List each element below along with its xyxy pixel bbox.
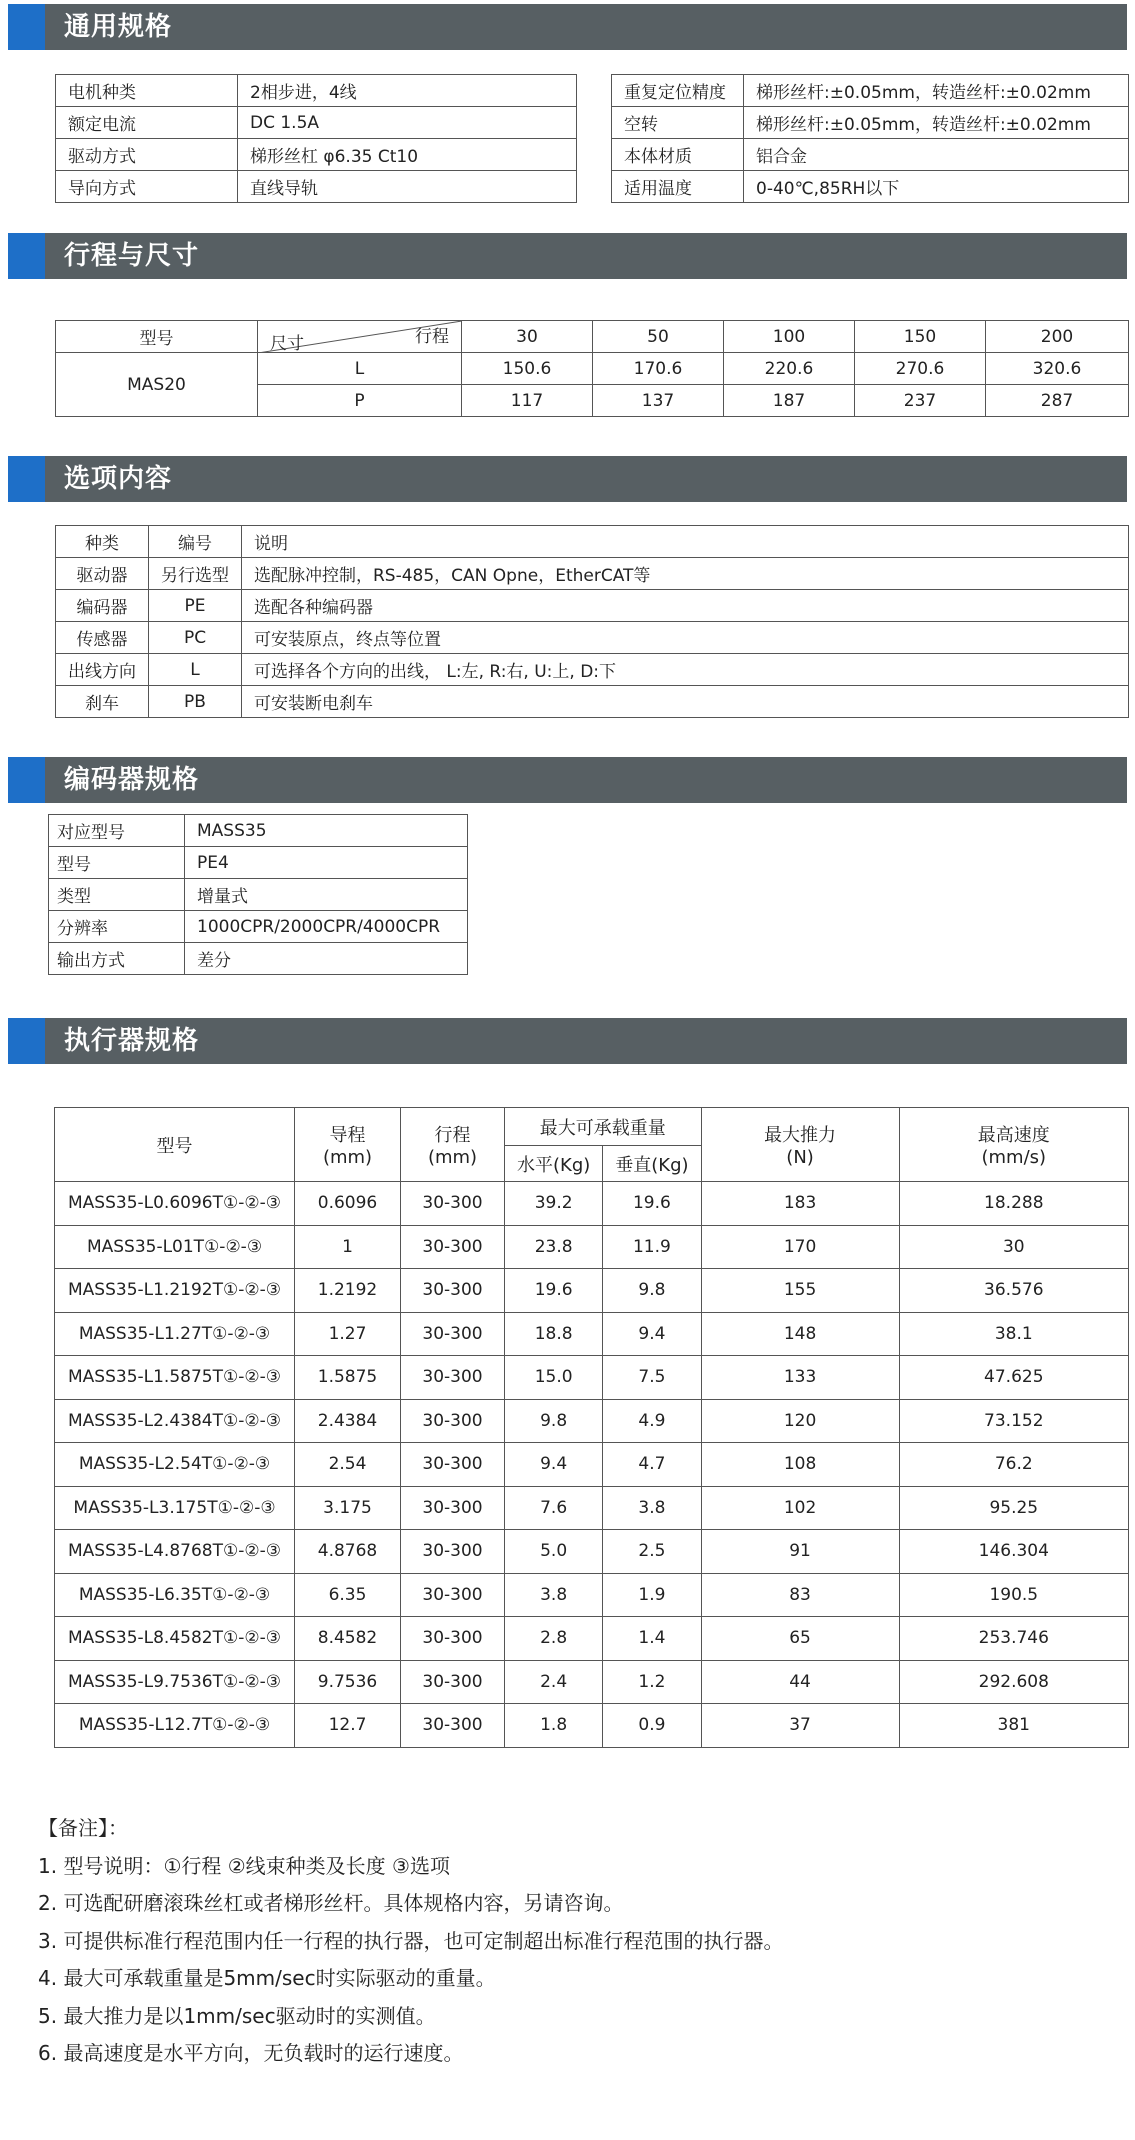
option-description: 选配脉冲控制，RS-485，CAN Opne，EtherCAT等 [242, 558, 1129, 590]
cell-stroke: 30-300 [401, 1660, 505, 1704]
section-header-stroke [8, 233, 1127, 279]
option-description: 可选择各个方向的出线， L:左, R:右, U:上, D:下 [242, 654, 1129, 686]
cell-lead: 8.4582 [295, 1617, 401, 1661]
note-item: 6. 最高速度是水平方向，无负载时的运行速度。 [38, 2041, 464, 2065]
section-title: 选项内容 [64, 464, 173, 494]
actuator-row [55, 1269, 1129, 1313]
actuator-row [55, 1312, 1129, 1356]
header-lead: 导程 (mm) [295, 1108, 401, 1182]
spec-row [612, 107, 1129, 139]
cell-max-thrust: 102 [701, 1486, 899, 1530]
stroke-30: 30 [462, 321, 593, 353]
cell-max-thrust: 133 [701, 1356, 899, 1400]
spec-row [612, 171, 1129, 203]
actuator-row [55, 1443, 1129, 1487]
cell-horizontal-load: 3.8 [505, 1573, 603, 1617]
option-code: PE [149, 590, 242, 622]
option-kind: 出线方向 [56, 654, 149, 686]
cell-vertical-load: 11.9 [603, 1225, 701, 1269]
header-horizontal: 水平(Kg) [505, 1146, 603, 1182]
option-description: 选配各种编码器 [242, 590, 1129, 622]
encoder-row [49, 815, 468, 847]
spec-row [612, 75, 1129, 107]
cell-lead: 1.5875 [295, 1356, 401, 1400]
cell-stroke: 30-300 [401, 1399, 505, 1443]
actuator-row [55, 1486, 1129, 1530]
cell-stroke: 30-300 [401, 1356, 505, 1400]
spec-label: 额定电流 [56, 107, 238, 139]
cell-max-speed: 36.576 [899, 1269, 1128, 1313]
cell-max-thrust: 37 [701, 1704, 899, 1748]
cell-vertical-load: 1.2 [603, 1660, 701, 1704]
cell-vertical-load: 4.7 [603, 1443, 701, 1487]
option-row [56, 686, 1129, 718]
encoder-value: MASS35 [185, 815, 468, 847]
cell-max-thrust: 183 [701, 1182, 899, 1226]
cell-horizontal-load: 9.8 [505, 1399, 603, 1443]
spec-value: 直线导轨 [238, 171, 577, 203]
option-row [56, 654, 1129, 686]
cell-lead: 3.175 [295, 1486, 401, 1530]
cell-model: MASS35-L2.54T①-②-③ [55, 1443, 295, 1487]
P-value: 117 [462, 385, 593, 417]
cell-max-thrust: 83 [701, 1573, 899, 1617]
note-item: 2. 可选配研磨滚珠丝杠或者梯形丝杆。具体规格内容，另请咨询。 [38, 1891, 624, 1915]
encoder-row [49, 847, 468, 879]
cell-max-thrust: 155 [701, 1269, 899, 1313]
header-max-speed: 最高速度 (mm/s) [899, 1108, 1128, 1182]
cell-stroke: 30-300 [401, 1617, 505, 1661]
cell-horizontal-load: 2.4 [505, 1660, 603, 1704]
options-header: 种类 [56, 526, 149, 558]
cell-max-speed: 76.2 [899, 1443, 1128, 1487]
section-accent [8, 1018, 45, 1064]
section-accent [8, 456, 45, 502]
cell-vertical-load: 4.9 [603, 1399, 701, 1443]
header-vertical: 垂直(Kg) [603, 1146, 701, 1182]
cell-max-thrust: 120 [701, 1399, 899, 1443]
section-title: 通用规格 [64, 12, 173, 42]
cell-vertical-load: 3.8 [603, 1486, 701, 1530]
encoder-value: 增量式 [185, 879, 468, 911]
cell-model: MASS35-L12.7T①-②-③ [55, 1704, 295, 1748]
cell-model: MASS35-L9.7536T①-②-③ [55, 1660, 295, 1704]
spec-label: 电机种类 [56, 75, 238, 107]
cell-max-speed: 190.5 [899, 1573, 1128, 1617]
diagonal-header-cell [258, 321, 462, 353]
actuator-row [55, 1573, 1129, 1617]
cell-vertical-load: 2.5 [603, 1530, 701, 1574]
cell-lead: 6.35 [295, 1573, 401, 1617]
spec-row [56, 139, 577, 171]
options-header: 说明 [242, 526, 1129, 558]
P-value: 137 [593, 385, 724, 417]
cell-max-speed: 38.1 [899, 1312, 1128, 1356]
cell-horizontal-load: 19.6 [505, 1269, 603, 1313]
header-max-thrust: 最大推力 (N) [701, 1108, 899, 1182]
cell-lead: 4.8768 [295, 1530, 401, 1574]
cell-horizontal-load: 1.8 [505, 1704, 603, 1748]
actuator-row [55, 1617, 1129, 1661]
cell-horizontal-load: 39.2 [505, 1182, 603, 1226]
spec-value: 梯形丝杆:±0.05mm，转造丝杆:±0.02mm [744, 107, 1129, 139]
encoder-label: 型号 [49, 847, 185, 879]
cell-horizontal-load: 2.8 [505, 1617, 603, 1661]
actuator-table [54, 1107, 1129, 1748]
cell-lead: 0.6096 [295, 1182, 401, 1226]
L-value: 220.6 [724, 353, 855, 385]
encoder-row [49, 879, 468, 911]
model-name: MAS20 [56, 353, 258, 417]
section-accent [8, 757, 45, 803]
option-kind: 刹车 [56, 686, 149, 718]
section-title: 编码器规格 [64, 765, 200, 795]
spec-value: 梯形丝杆:±0.05mm，转造丝杆:±0.02mm [744, 75, 1129, 107]
option-code: L [149, 654, 242, 686]
cell-horizontal-load: 9.4 [505, 1443, 603, 1487]
spec-value: DC 1.5A [238, 107, 577, 139]
dim-label: 尺寸 [270, 334, 304, 354]
L-value: 320.6 [986, 353, 1129, 385]
section-header-general [8, 4, 1127, 50]
general-spec-right-table [611, 74, 1129, 203]
encoder-value: PE4 [185, 847, 468, 879]
cell-vertical-load: 9.8 [603, 1269, 701, 1313]
cell-model: MASS35-L1.27T①-②-③ [55, 1312, 295, 1356]
stroke-200: 200 [986, 321, 1129, 353]
section-accent [8, 4, 45, 50]
cell-stroke: 30-300 [401, 1312, 505, 1356]
cell-max-speed: 292.608 [899, 1660, 1128, 1704]
spec-value: 2相步进，4线 [238, 75, 577, 107]
general-spec-left-table [55, 74, 577, 203]
stroke-dimension-table [55, 320, 1129, 417]
actuator-row [55, 1182, 1129, 1226]
notes-title: 【备注】： [38, 1816, 128, 1840]
L-value: 150.6 [462, 353, 593, 385]
options-table [55, 525, 1129, 718]
cell-model: MASS35-L4.8768T①-②-③ [55, 1530, 295, 1574]
cell-stroke: 30-300 [401, 1225, 505, 1269]
encoder-label: 输出方式 [49, 943, 185, 975]
cell-max-speed: 146.304 [899, 1530, 1128, 1574]
cell-max-speed: 30 [899, 1225, 1128, 1269]
encoder-label: 分辨率 [49, 911, 185, 943]
cell-model: MASS35-L0.6096T①-②-③ [55, 1182, 295, 1226]
cell-lead: 1.2192 [295, 1269, 401, 1313]
option-description: 可安装原点，终点等位置 [242, 622, 1129, 654]
row-label-L: L [258, 353, 462, 385]
cell-stroke: 30-300 [401, 1530, 505, 1574]
header-stroke: 行程 (mm) [401, 1108, 505, 1182]
note-item: 5. 最大推力是以1mm/sec驱动时的实测值。 [38, 2003, 436, 2028]
cell-horizontal-load: 15.0 [505, 1356, 603, 1400]
note-item: 4. 最大可承载重量是5mm/sec时实际驱动的重量。 [38, 1966, 496, 1990]
actuator-row [55, 1660, 1129, 1704]
actuator-row [55, 1225, 1129, 1269]
cell-model: MASS35-L1.5875T①-②-③ [55, 1356, 295, 1400]
cell-model: MASS35-L2.4384T①-②-③ [55, 1399, 295, 1443]
section-title: 行程与尺寸 [64, 241, 200, 271]
cell-max-speed: 253.746 [899, 1617, 1128, 1661]
cell-max-thrust: 148 [701, 1312, 899, 1356]
note-item: 3. 可提供标准行程范围内任一行程的执行器，也可定制超出标准行程范围的执行器。 [38, 1928, 784, 1953]
cell-lead: 1.27 [295, 1312, 401, 1356]
stroke-150: 150 [855, 321, 986, 353]
option-kind: 编码器 [56, 590, 149, 622]
cell-max-thrust: 170 [701, 1225, 899, 1269]
cell-stroke: 30-300 [401, 1443, 505, 1487]
option-row [56, 622, 1129, 654]
spec-row [612, 139, 1129, 171]
stroke-label: 行程 [415, 327, 449, 347]
cell-model: MASS35-L8.4582T①-②-③ [55, 1617, 295, 1661]
encoder-label: 类型 [49, 879, 185, 911]
cell-model: MASS35-L1.2192T①-②-③ [55, 1269, 295, 1313]
P-value: 287 [986, 385, 1129, 417]
cell-model: MASS35-L01T①-②-③ [55, 1225, 295, 1269]
cell-lead: 2.4384 [295, 1399, 401, 1443]
encoder-value: 差分 [185, 943, 468, 975]
P-value: 187 [724, 385, 855, 417]
option-description: 可安装断电刹车 [242, 686, 1129, 718]
L-value: 170.6 [593, 353, 724, 385]
L-value: 270.6 [855, 353, 986, 385]
cell-vertical-load: 9.4 [603, 1312, 701, 1356]
spec-label: 重复定位精度 [612, 75, 744, 107]
actuator-row [55, 1530, 1129, 1574]
stroke-100: 100 [724, 321, 855, 353]
actuator-row [55, 1399, 1129, 1443]
cell-max-thrust: 65 [701, 1617, 899, 1661]
spec-label: 驱动方式 [56, 139, 238, 171]
cell-max-speed: 73.152 [899, 1399, 1128, 1443]
cell-vertical-load: 1.4 [603, 1617, 701, 1661]
notes [38, 1810, 783, 2073]
cell-max-thrust: 91 [701, 1530, 899, 1574]
cell-max-thrust: 44 [701, 1660, 899, 1704]
cell-lead: 1 [295, 1225, 401, 1269]
section-title: 执行器规格 [64, 1026, 200, 1056]
cell-horizontal-load: 7.6 [505, 1486, 603, 1530]
section-accent [8, 233, 45, 279]
cell-stroke: 30-300 [401, 1573, 505, 1617]
cell-horizontal-load: 5.0 [505, 1530, 603, 1574]
header-max-load: 最大可承载重量 [505, 1108, 702, 1146]
cell-lead: 9.7536 [295, 1660, 401, 1704]
spec-row [56, 107, 577, 139]
cell-horizontal-load: 18.8 [505, 1312, 603, 1356]
cell-stroke: 30-300 [401, 1486, 505, 1530]
spec-label: 适用温度 [612, 171, 744, 203]
spec-value: 梯形丝杠 φ6.35 Ct10 [238, 139, 577, 171]
options-header: 编号 [149, 526, 242, 558]
spec-value: 铝合金 [744, 139, 1129, 171]
cell-max-thrust: 108 [701, 1443, 899, 1487]
cell-horizontal-load: 23.8 [505, 1225, 603, 1269]
stroke-50: 50 [593, 321, 724, 353]
cell-stroke: 30-300 [401, 1269, 505, 1313]
spec-value: 0-40℃,85RH以下 [744, 171, 1129, 203]
encoder-row [49, 943, 468, 975]
option-kind: 驱动器 [56, 558, 149, 590]
cell-vertical-load: 1.9 [603, 1573, 701, 1617]
spec-row [56, 171, 577, 203]
cell-lead: 12.7 [295, 1704, 401, 1748]
actuator-row [55, 1356, 1129, 1400]
cell-max-speed: 18.288 [899, 1182, 1128, 1226]
option-kind: 传感器 [56, 622, 149, 654]
cell-model: MASS35-L6.35T①-②-③ [55, 1573, 295, 1617]
cell-vertical-load: 19.6 [603, 1182, 701, 1226]
option-code: PB [149, 686, 242, 718]
cell-stroke: 30-300 [401, 1182, 505, 1226]
encoder-row [49, 911, 468, 943]
option-code: PC [149, 622, 242, 654]
cell-stroke: 30-300 [401, 1704, 505, 1748]
cell-max-speed: 47.625 [899, 1356, 1128, 1400]
spec-row [56, 75, 577, 107]
note-item: 1. 型号说明：①行程 ②线束种类及长度 ③选项 [38, 1853, 450, 1878]
cell-model: MASS35-L3.175T①-②-③ [55, 1486, 295, 1530]
model-header: 型号 [56, 321, 258, 353]
P-value: 237 [855, 385, 986, 417]
row-label-P: P [258, 385, 462, 417]
encoder-table [48, 814, 468, 975]
cell-vertical-load: 7.5 [603, 1356, 701, 1400]
section-header-actuator [8, 1018, 1127, 1064]
cell-max-speed: 95.25 [899, 1486, 1128, 1530]
option-row [56, 558, 1129, 590]
header-model: 型号 [55, 1108, 295, 1182]
spec-label: 空转 [612, 107, 744, 139]
encoder-label: 对应型号 [49, 815, 185, 847]
encoder-value: 1000CPR/2000CPR/4000CPR [185, 911, 468, 943]
cell-lead: 2.54 [295, 1443, 401, 1487]
option-row [56, 590, 1129, 622]
option-code: 另行选型 [149, 558, 242, 590]
section-header-options [8, 456, 1127, 502]
section-header-encoder [8, 757, 1127, 803]
spec-label: 导向方式 [56, 171, 238, 203]
cell-max-speed: 381 [899, 1704, 1128, 1748]
cell-vertical-load: 0.9 [603, 1704, 701, 1748]
spec-label: 本体材质 [612, 139, 744, 171]
actuator-row [55, 1704, 1129, 1748]
